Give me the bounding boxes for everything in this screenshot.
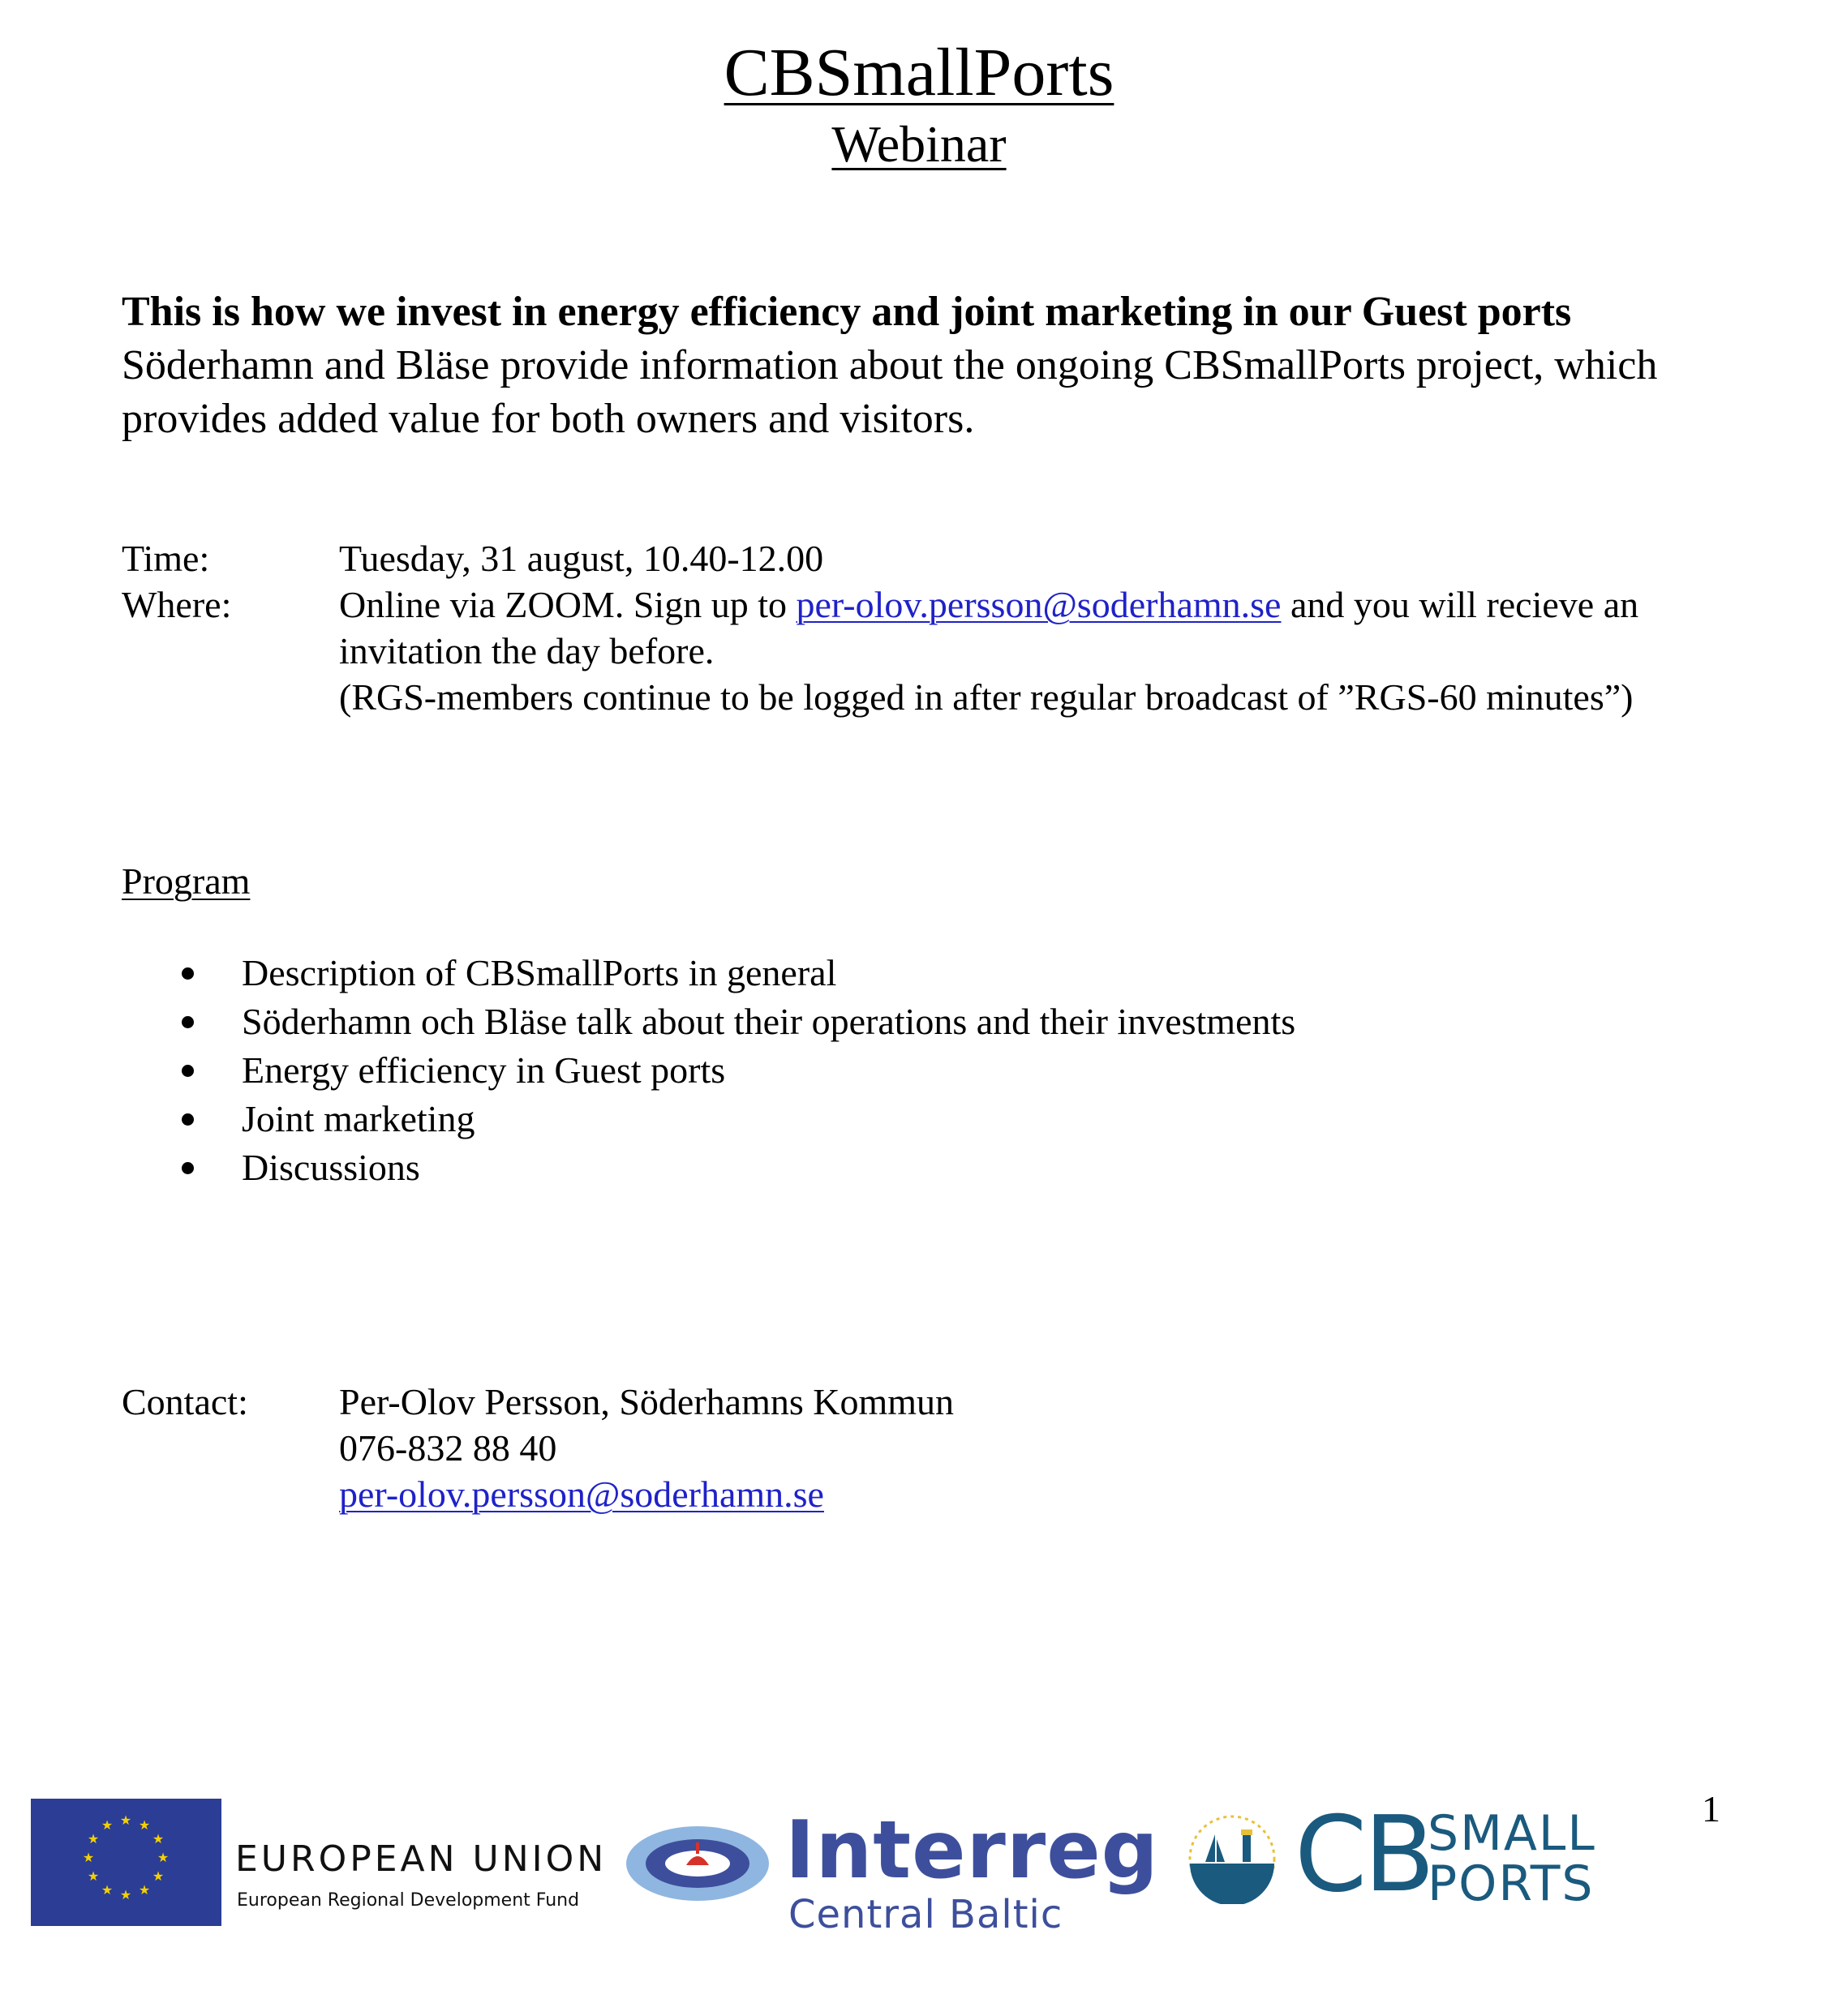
where-label: Where:	[122, 584, 232, 625]
time-value: Tuesday, 31 august, 10.40-12.00	[339, 538, 824, 579]
page-number: 1	[1702, 1788, 1720, 1829]
bullet-icon	[182, 1016, 194, 1028]
list-item-text: Discussions	[242, 1147, 420, 1188]
intro-text: Söderhamn and Bläse provide information about the ongoing CBSmallPorts project, which provides added value for both owners and visitors.	[122, 342, 1658, 442]
list-item-text: Söderhamn och Bläse talk about their operations and their investments	[242, 1001, 1296, 1042]
cbsp-logo-ports: PORTS	[1428, 1855, 1595, 1912]
svg-text:★: ★	[82, 1850, 95, 1865]
interreg-logo-icon	[625, 1823, 771, 1904]
svg-text:★: ★	[138, 1882, 151, 1898]
signup-email-link[interactable]: per-olov.persson@soderhamn.se	[796, 584, 1282, 625]
cbsp-logo-small: SMALL	[1428, 1805, 1596, 1862]
contact-email-wrap	[339, 1471, 1750, 1517]
list-item	[178, 1095, 1295, 1143]
time-label: Time:	[122, 538, 210, 579]
lighthouse-sailboat-icon	[1187, 1813, 1277, 1904]
headline: This is how we invest in energy efficiency and joint marketing in our Guest ports	[122, 289, 1572, 335]
svg-text:★: ★	[119, 1812, 132, 1828]
document-subtitle: Webinar	[831, 115, 1007, 173]
list-item	[178, 1143, 1295, 1192]
svg-text:★: ★	[119, 1887, 132, 1902]
svg-text:★: ★	[87, 1831, 100, 1847]
contact-name: Per-Olov Persson, Söderhamns Kommun	[339, 1381, 955, 1422]
list-item	[178, 949, 1295, 997]
svg-text:★: ★	[87, 1868, 100, 1884]
contact-email-link[interactable]: per-olov.persson@soderhamn.se	[339, 1473, 824, 1515]
contact-label: Contact:	[122, 1381, 248, 1422]
svg-text:★: ★	[138, 1817, 151, 1833]
interreg-logo-subtitle: Central Baltic	[788, 1892, 1063, 1937]
program-list	[178, 949, 1295, 1192]
svg-text:★: ★	[101, 1817, 114, 1833]
where-prefix: Online via ZOOM. Sign up to	[339, 584, 797, 625]
list-item	[178, 997, 1295, 1046]
where-suffix: and you will recieve an invitation the day before.	[339, 584, 1639, 671]
where-note: (RGS-members continue to be logged in after regular broadcast of ”RGS-60 minutes”)	[339, 676, 1634, 718]
where-value	[339, 581, 1750, 720]
list-item-text: Description of CBSmallPorts in general	[242, 952, 837, 993]
bullet-icon	[182, 1113, 194, 1126]
interreg-logo-name: Interreg	[785, 1804, 1159, 1897]
bullet-icon	[182, 967, 194, 980]
contact-phone: 076-832 88 40	[339, 1427, 557, 1469]
eu-flag-icon	[31, 1799, 221, 1926]
list-item	[178, 1046, 1295, 1095]
cbsp-logo-cb: CB	[1295, 1795, 1432, 1915]
bullet-icon	[182, 1162, 194, 1174]
bullet-icon	[182, 1065, 194, 1077]
svg-text:★: ★	[152, 1868, 165, 1884]
eu-logo-title: EUROPEAN UNION	[235, 1838, 608, 1880]
eu-logo-subtitle: European Regional Development Fund	[237, 1890, 580, 1911]
svg-text:★: ★	[152, 1831, 165, 1847]
list-item-text: Energy efficiency in Guest ports	[242, 1049, 726, 1091]
list-item-text: Joint marketing	[242, 1098, 475, 1139]
svg-text:★: ★	[157, 1850, 170, 1865]
program-title: Program	[122, 860, 251, 902]
svg-text:★: ★	[101, 1882, 114, 1898]
document-title: CBSmallPorts	[724, 35, 1114, 110]
